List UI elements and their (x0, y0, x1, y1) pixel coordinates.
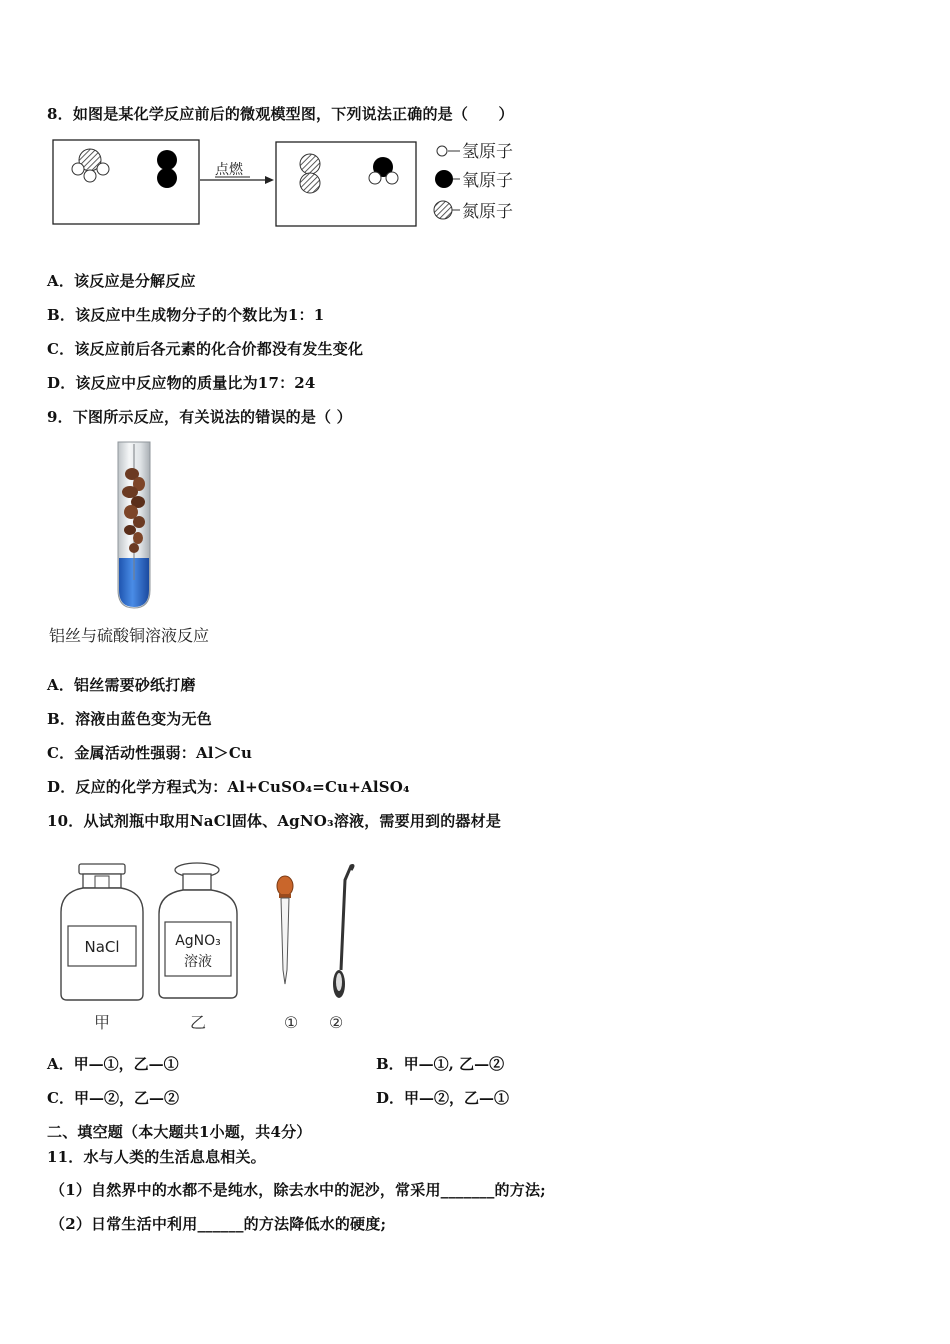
q8-option-b: B．该反应中生成物分子的个数比为1：1 (47, 306, 325, 324)
oxygen-atom-icon (435, 170, 453, 188)
legend (434, 142, 513, 222)
products-box (276, 142, 416, 226)
q9-option-a: A．铝丝需要砂纸打磨 (47, 676, 196, 694)
dropper-icon (277, 876, 293, 984)
q8-option-c: C．该反应前后各元素的化合价都没有发生变化 (47, 340, 364, 358)
q8-stem: 8．如图是某化学反应前后的微观模型图，下列说法正确的是（ ） (47, 105, 514, 123)
ammonia-molecule (72, 149, 109, 182)
solution-label: 溶液 (184, 954, 212, 970)
nacl-bottle (61, 864, 143, 1000)
label-1: ① (283, 1013, 299, 1032)
nacl-label: NaCl (84, 938, 120, 956)
q8-option-a: A．该反应是分解反应 (47, 272, 196, 290)
nitrogen-atom-icon (434, 201, 452, 219)
legend-hydrogen: 氢原子 (462, 142, 513, 162)
arrow-head-icon (265, 176, 274, 184)
arrow-label: 点燃 (215, 162, 243, 178)
reagent-bottles-figure (55, 860, 375, 1035)
q8-option-d: D．该反应中反应物的质量比为17：24 (47, 374, 316, 392)
label-2: ② (328, 1013, 344, 1032)
q9-figure-caption: 铝丝与硫酸铜溶液反应 (49, 626, 210, 645)
agno3-bottle (159, 863, 237, 998)
water-molecule (369, 157, 398, 184)
test-tube-photo (108, 440, 160, 612)
medicine-spoon-icon (333, 866, 353, 999)
q9-option-d: D．反应的化学方程式为：Al+CuSO₄=Cu+AlSO₄ (47, 778, 410, 796)
legend-oxygen: 氧原子 (462, 171, 513, 191)
reactants-box (53, 140, 199, 224)
q11-stem: 11．水与人类的生活息息相关。 (47, 1148, 266, 1166)
q9-stem: 9．下图所示反应，有关说法的错误的是（ ） (47, 408, 352, 426)
q11-part1: （1）自然界中的水都不是纯水，除去水中的泥沙，常采用_______的方法; (50, 1181, 546, 1199)
legend-nitrogen: 氮原子 (462, 202, 513, 222)
q11-part2: （2）日常生活中利用______的方法降低水的硬度; (50, 1215, 387, 1233)
q10-stem: 10．从试剂瓶中取用NaCl固体、AgNO₃溶液，需要用到的器材是 (47, 812, 502, 830)
oxygen-molecule (157, 150, 177, 188)
label-yi: 乙 (189, 1013, 207, 1032)
q10-option-c: C．甲—②，乙—② (47, 1089, 179, 1107)
agno3-label: AgNO₃ (175, 933, 221, 949)
hydrogen-atom-icon (437, 146, 447, 156)
q8-molecule-diagram (50, 138, 540, 230)
nitrogen-molecule (300, 154, 320, 193)
q10-option-b: B．甲—①, 乙—② (376, 1055, 505, 1073)
section2-title: 二、填空题（本大题共1小题，共4分） (47, 1123, 312, 1141)
q9-option-b: B．溶液由蓝色变为无色 (47, 710, 212, 728)
q10-option-d: D．甲—②，乙—① (376, 1089, 510, 1107)
label-jia: 甲 (93, 1013, 111, 1032)
q10-option-a: A．甲—①，乙—① (47, 1055, 179, 1073)
q9-option-c: C．金属活动性强弱：Al＞Cu (47, 744, 253, 762)
